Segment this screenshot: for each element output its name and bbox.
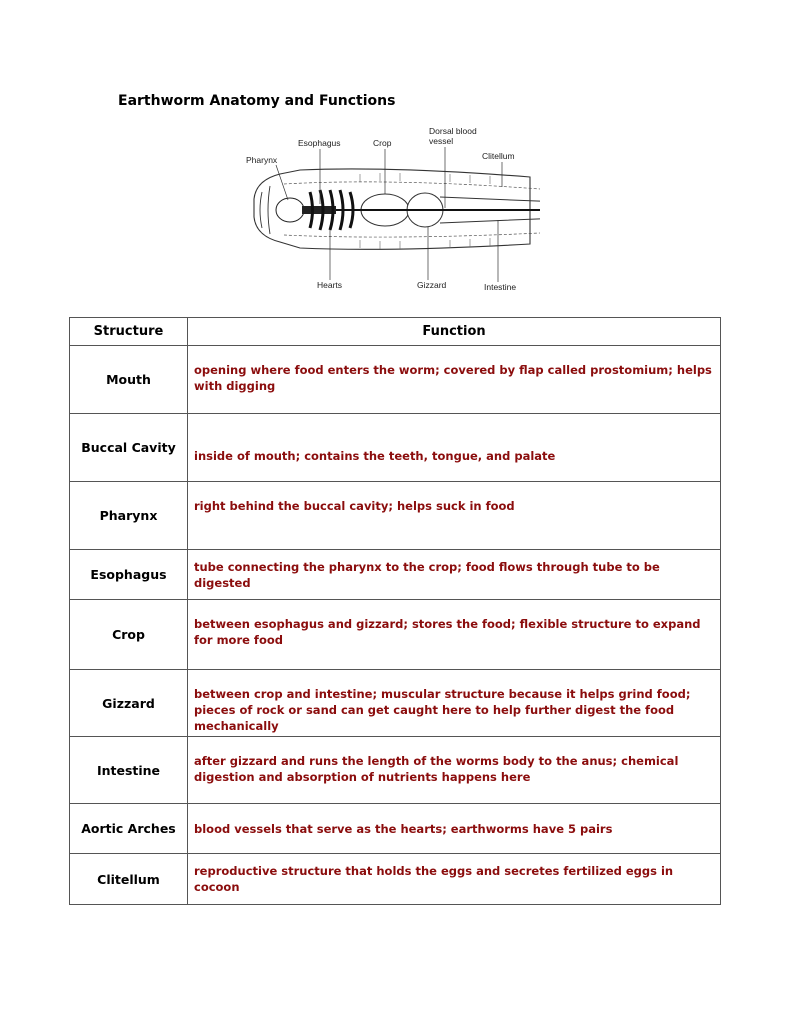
function-cell: tube connecting the pharynx to the crop; food flows through tube to be digested [188, 550, 721, 600]
label-dorsal-1: Dorsal blood [429, 126, 477, 136]
label-clitellum: Clitellum [482, 151, 515, 161]
label-pharynx: Pharynx [246, 155, 278, 165]
label-intestine: Intestine [484, 282, 517, 292]
table-row [70, 600, 721, 670]
structure-cell: Esophagus [70, 550, 188, 600]
earthworm-diagram [240, 122, 540, 297]
page-title: Earthworm Anatomy and Functions [118, 93, 396, 109]
table-row [70, 414, 721, 482]
esophagus-shape [302, 206, 336, 214]
structure-cell: Crop [70, 600, 188, 670]
label-gizzard: Gizzard [417, 280, 447, 290]
head-rings [260, 186, 270, 234]
function-cell: inside of mouth; contains the teeth, tongue, and palate [188, 414, 721, 482]
label-crop: Crop [373, 138, 392, 148]
structure-header: Structure [70, 318, 188, 346]
table-row [70, 550, 721, 600]
table-row [70, 670, 721, 737]
table-row [70, 737, 721, 804]
table-row [70, 346, 721, 414]
function-cell: between crop and intestine; muscular structure because it helps grind food; pieces of rock or sand can get caught here to help further digest the food mechanically [188, 670, 721, 737]
function-header: Function [188, 318, 721, 346]
table-row [70, 854, 721, 905]
structure-cell: Intestine [70, 737, 188, 804]
function-cell: opening where food enters the worm; covered by flap called prostomium; helps with digging [188, 346, 721, 414]
structure-cell: Pharynx [70, 482, 188, 550]
pharynx-shape [276, 198, 304, 222]
label-dorsal-2: vessel [429, 136, 454, 146]
table-header-row [70, 318, 721, 346]
function-cell: blood vessels that serve as the hearts; earthworms have 5 pairs [188, 804, 721, 854]
label-esophagus: Esophagus [298, 138, 341, 148]
function-cell: after gizzard and runs the length of the worms body to the anus; chemical digestion and absorption of nutrients happens here [188, 737, 721, 804]
function-cell: between esophagus and gizzard; stores the food; flexible structure to expand for more food [188, 600, 721, 670]
table-row [70, 804, 721, 854]
function-cell: right behind the buccal cavity; helps suck in food [188, 482, 721, 550]
function-cell: reproductive structure that holds the eggs and secretes fertilized eggs in cocoon [188, 854, 721, 905]
structure-cell: Aortic Arches [70, 804, 188, 854]
structure-cell: Clitellum [70, 854, 188, 905]
structure-cell: Buccal Cavity [70, 414, 188, 482]
anatomy-table [69, 317, 721, 905]
structure-cell: Mouth [70, 346, 188, 414]
label-hearts: Hearts [317, 280, 343, 290]
structure-cell: Gizzard [70, 670, 188, 737]
table-row [70, 482, 721, 550]
